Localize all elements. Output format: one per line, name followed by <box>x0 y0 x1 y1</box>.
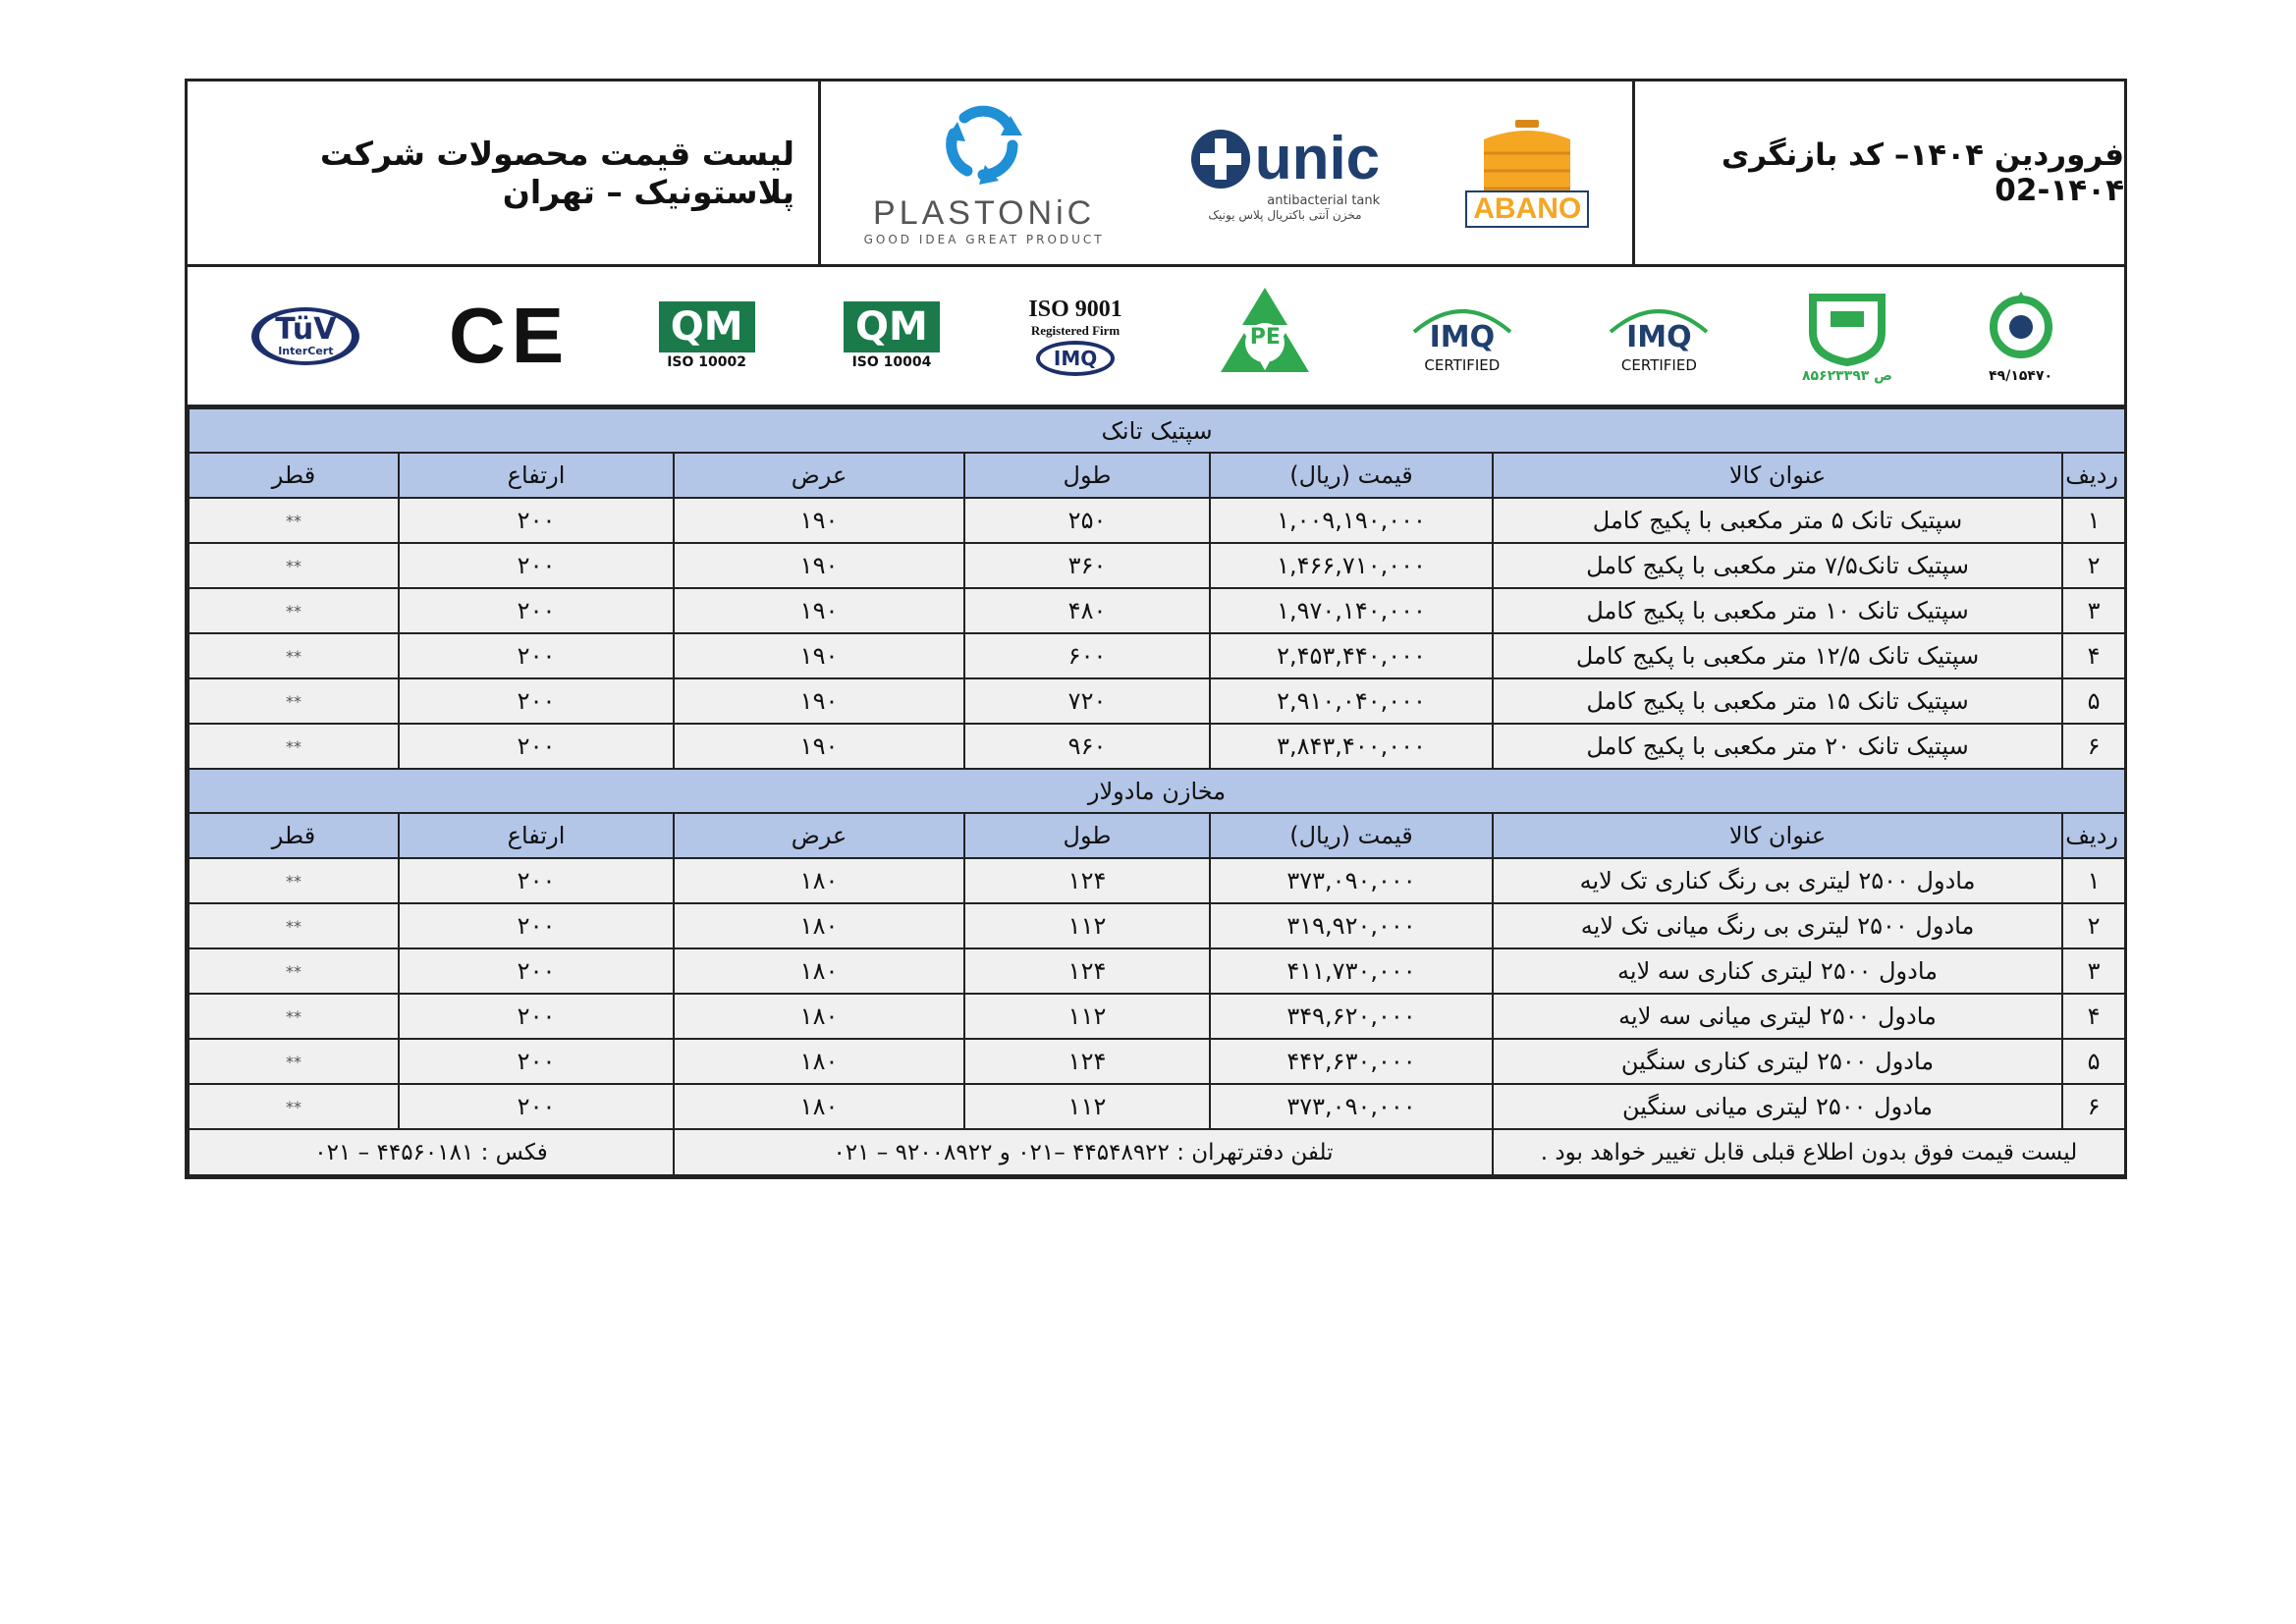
plastonic-swirl-icon <box>940 100 1028 189</box>
cell-row: ۶ <box>2062 1084 2125 1129</box>
cell-name: مادول ۲۵۰۰ لیتری بی رنگ کناری تک لایه <box>1493 858 2062 903</box>
page-title: لیست قیمت محصولات شرکت پلاستونیک – تهران <box>319 135 795 211</box>
column-header-length: طول <box>964 813 1210 858</box>
cell-diameter: ** <box>189 994 399 1039</box>
tuv-intercert-badge <box>251 307 359 365</box>
column-header-price: قیمت (ریال) <box>1210 453 1493 498</box>
cell-row: ۴ <box>2062 633 2125 678</box>
footer-row <box>189 1129 2125 1175</box>
cell-length: ۱۲۴ <box>964 1039 1210 1084</box>
cell-length: ۷۲۰ <box>964 678 1210 724</box>
price-table <box>188 407 2126 1176</box>
cell-row: ۳ <box>2062 948 2125 994</box>
unic-fa: مخزن آنتی باکتریال پلاس یونیک <box>1208 208 1362 222</box>
cell-length: ۱۲۴ <box>964 858 1210 903</box>
pe-label: PE <box>1249 325 1281 350</box>
cell-length: ۶۰۰ <box>964 633 1210 678</box>
cell-height: ۲۰۰ <box>399 994 674 1039</box>
table-row <box>189 903 2125 948</box>
iran-standard-mark-icon <box>1803 288 1891 366</box>
cell-price: ۱,۰۰۹,۱۹۰,۰۰۰ <box>1210 498 1493 543</box>
cell-diameter: ** <box>189 588 399 633</box>
cell-height: ۲۰۰ <box>399 858 674 903</box>
plus-circle-icon <box>1190 129 1251 189</box>
ce-mark-icon: CE <box>449 292 571 379</box>
section-title: سپتیک تانک <box>189 408 2125 453</box>
qm-iso-10002-badge <box>659 301 755 370</box>
cell-name: سپتیک تانک ۱۲/۵ متر مکعبی با پکیج کامل <box>1493 633 2062 678</box>
price-change-notice: لیست قیمت فوق بدون اطلاع قبلی قابل تغییر خواهد بود . <box>1493 1129 2125 1175</box>
cell-length: ۹۶۰ <box>964 724 1210 769</box>
cell-row: ۱ <box>2062 498 2125 543</box>
cell-width: ۱۹۰ <box>674 588 964 633</box>
cell-height: ۲۰۰ <box>399 633 674 678</box>
cell-diameter: ** <box>189 1084 399 1129</box>
cert-caption: ۴۹/۱۵۴۷۰ <box>1989 368 2053 384</box>
cell-price: ۳۷۳,۰۹۰,۰۰۰ <box>1210 1084 1493 1129</box>
cell-diameter: ** <box>189 678 399 724</box>
cert-caption: ISO 10002 <box>667 354 746 370</box>
cell-diameter: ** <box>189 633 399 678</box>
brand-logos <box>818 81 1635 264</box>
cell-width: ۱۹۰ <box>674 678 964 724</box>
cell-width: ۱۸۰ <box>674 948 964 994</box>
cell-diameter: ** <box>189 903 399 948</box>
cell-height: ۲۰۰ <box>399 1084 674 1129</box>
cert-caption: CERTIFIED <box>1620 355 1697 374</box>
table-row <box>189 678 2125 724</box>
date-revision-code: فروردین ۱۴۰۴– کد بازنگری ۱۴۰۴-02 <box>1721 137 2124 208</box>
cell-price: ۳۴۹,۶۲۰,۰۰۰ <box>1210 994 1493 1039</box>
imq-label: IMQ <box>1626 319 1692 354</box>
imq-certified-badge <box>1605 298 1713 374</box>
cell-row: ۲ <box>2062 903 2125 948</box>
iran-standard-mark <box>1802 288 1892 384</box>
cell-width: ۱۸۰ <box>674 994 964 1039</box>
cell-height: ۲۰۰ <box>399 543 674 588</box>
cell-price: ۴۴۲,۶۳۰,۰۰۰ <box>1210 1039 1493 1084</box>
cell-diameter: ** <box>189 543 399 588</box>
cell-width: ۱۹۰ <box>674 543 964 588</box>
cell-name: سپتیک تانک ۲۰ متر مکعبی با پکیج کامل <box>1493 724 2062 769</box>
ce-mark <box>449 291 570 381</box>
unic-sub: antibacterial tank <box>1267 193 1381 208</box>
column-header-length: طول <box>964 453 1210 498</box>
cert-caption: IMQ <box>1053 346 1098 370</box>
cell-row: ۴ <box>2062 994 2125 1039</box>
cell-row: ۵ <box>2062 678 2125 724</box>
certifications-row <box>188 267 2124 407</box>
qm-iso-10002-icon <box>659 301 755 352</box>
cell-row: ۶ <box>2062 724 2125 769</box>
cell-length: ۳۶۰ <box>964 543 1210 588</box>
cert-caption: ص ۸۵۶۲۳۳۹۳ <box>1801 368 1893 384</box>
table-row <box>189 543 2125 588</box>
cell-height: ۲۰۰ <box>399 678 674 724</box>
column-header-width: عرض <box>674 813 964 858</box>
table-row <box>189 498 2125 543</box>
cell-diameter: ** <box>189 858 399 903</box>
section-title: مخازن مادولار <box>189 769 2125 813</box>
table-row <box>189 724 2125 769</box>
qm-iso-10004-icon <box>844 301 940 352</box>
qm-label: QM <box>855 304 928 350</box>
tuv-intercert-icon <box>251 307 359 365</box>
cell-name: سپتیک تانک ۵ متر مکعبی با پکیج کامل <box>1493 498 2062 543</box>
fax-number: فکس : ۴۴۵۶۰۱۸۱ – ۰۲۱ <box>189 1129 674 1175</box>
cell-name: سپتیک تانک ۱۵ متر مکعبی با پکیج کامل <box>1493 678 2062 724</box>
cell-name: مادول ۲۵۰۰ لیتری بی رنگ میانی تک لایه <box>1493 903 2062 948</box>
table-row <box>189 994 2125 1039</box>
column-header-height: ارتفاع <box>399 813 674 858</box>
cell-width: ۱۹۰ <box>674 724 964 769</box>
cell-diameter: ** <box>189 724 399 769</box>
cert-caption: ISO 10004 <box>851 354 932 370</box>
cell-diameter: ** <box>189 1039 399 1084</box>
cell-price: ۳۷۳,۰۹۰,۰۰۰ <box>1210 858 1493 903</box>
cell-width: ۱۸۰ <box>674 1084 964 1129</box>
iso-standard-seal <box>1982 288 2060 384</box>
table-row <box>189 588 2125 633</box>
column-header-row: ردیف <box>2062 453 2125 498</box>
cell-length: ۱۱۲ <box>964 1084 1210 1129</box>
table-row <box>189 1039 2125 1084</box>
table-row <box>189 858 2125 903</box>
column-header-row: ردیف <box>2062 813 2125 858</box>
cell-height: ۲۰۰ <box>399 903 674 948</box>
cell-height: ۲۰۰ <box>399 724 674 769</box>
cell-name: مادول ۲۵۰۰ لیتری کناری سه لایه <box>1493 948 2062 994</box>
cell-length: ۱۱۲ <box>964 994 1210 1039</box>
plastonic-tagline: GOOD IDEA GREAT PRODUCT <box>863 232 1105 246</box>
qm-label: QM <box>670 304 743 350</box>
cell-width: ۱۸۰ <box>674 858 964 903</box>
cell-price: ۲,۹۱۰,۰۴۰,۰۰۰ <box>1210 678 1493 724</box>
cell-price: ۳,۸۴۳,۴۰۰,۰۰۰ <box>1210 724 1493 769</box>
cell-price: ۲,۴۵۳,۴۴۰,۰۰۰ <box>1210 633 1493 678</box>
imq-label: IMQ <box>1429 319 1496 354</box>
cell-width: ۱۸۰ <box>674 1039 964 1084</box>
cell-diameter: ** <box>189 498 399 543</box>
cell-width: ۱۹۰ <box>674 498 964 543</box>
table-row <box>189 948 2125 994</box>
cell-name: سپتیک تانک ۱۰ متر مکعبی با پکیج کامل <box>1493 588 2062 633</box>
iso-9001-imq-icon <box>1036 341 1115 376</box>
qm-iso-10004-badge <box>844 301 940 370</box>
column-header-height: ارتفاع <box>399 453 674 498</box>
unic-name: unic <box>1254 125 1381 192</box>
iso-9001-sub: Registered Firm <box>1030 322 1121 338</box>
column-header-price: قیمت (ریال) <box>1210 813 1493 858</box>
column-header-diameter: قطر <box>189 453 399 498</box>
section-header-row <box>189 769 2125 813</box>
cell-row: ۳ <box>2062 588 2125 633</box>
cert-caption: CERTIFIED <box>1424 355 1501 374</box>
cell-name: مادول ۲۵۰۰ لیتری کناری سنگین <box>1493 1039 2062 1084</box>
cert-caption: InterCert <box>278 344 334 357</box>
cell-price: ۱,۹۷۰,۱۴۰,۰۰۰ <box>1210 588 1493 633</box>
abano-name: ABANO <box>1465 190 1589 228</box>
iso-9001-badge <box>1028 297 1121 376</box>
cell-diameter: ** <box>189 948 399 994</box>
cell-name: سپتیک تانک۷/۵ متر مکعبی با پکیج کامل <box>1493 543 2062 588</box>
tuv-label: TüV <box>275 311 337 347</box>
cell-row: ۵ <box>2062 1039 2125 1084</box>
cell-price: ۴۱۱,۷۳۰,۰۰۰ <box>1210 948 1493 994</box>
cell-name: مادول ۲۵۰۰ لیتری میانی سنگین <box>1493 1084 2062 1129</box>
cell-length: ۱۱۲ <box>964 903 1210 948</box>
cell-height: ۲۰۰ <box>399 1039 674 1084</box>
price-list-sheet <box>185 79 2127 1179</box>
abano-logo <box>1465 118 1589 228</box>
cell-length: ۱۲۴ <box>964 948 1210 994</box>
header-row <box>188 81 2124 267</box>
cell-name: مادول ۲۵۰۰ لیتری میانی سه لایه <box>1493 994 2062 1039</box>
cell-length: ۴۸۰ <box>964 588 1210 633</box>
office-phone: تلفن دفترتهران : ۴۴۵۴۸۹۲۲ –۰۲۱ و ۹۲۰۰۸۹۲۲ – ۰۲۱ <box>674 1129 1493 1175</box>
cell-height: ۲۰۰ <box>399 948 674 994</box>
column-header-name: عنوان کالا <box>1493 453 2062 498</box>
imq-certified-badge <box>1408 298 1516 374</box>
cell-price: ۳۱۹,۹۲۰,۰۰۰ <box>1210 903 1493 948</box>
cell-length: ۲۵۰ <box>964 498 1210 543</box>
cell-price: ۱,۴۶۶,۷۱۰,۰۰۰ <box>1210 543 1493 588</box>
column-header-row <box>189 453 2125 498</box>
table-row <box>189 633 2125 678</box>
cell-width: ۱۹۰ <box>674 633 964 678</box>
column-header-row <box>189 813 2125 858</box>
iso-9001-label: ISO 9001 <box>1028 296 1122 322</box>
table-row <box>189 1084 2125 1129</box>
cell-height: ۲۰۰ <box>399 588 674 633</box>
column-header-width: عرض <box>674 453 964 498</box>
plastonic-logo <box>864 100 1105 246</box>
unic-logo <box>1190 124 1380 222</box>
column-header-name: عنوان کالا <box>1493 813 2062 858</box>
section-header-row <box>189 408 2125 453</box>
cell-row: ۲ <box>2062 543 2125 588</box>
plastonic-name: PLASTONiC <box>873 193 1096 232</box>
cell-row: ۱ <box>2062 858 2125 903</box>
cell-height: ۲۰۰ <box>399 498 674 543</box>
cell-width: ۱۸۰ <box>674 903 964 948</box>
column-header-diameter: قطر <box>189 813 399 858</box>
pe-recycle-badge <box>1211 282 1319 390</box>
iso-standard-seal-icon <box>1982 288 2060 366</box>
